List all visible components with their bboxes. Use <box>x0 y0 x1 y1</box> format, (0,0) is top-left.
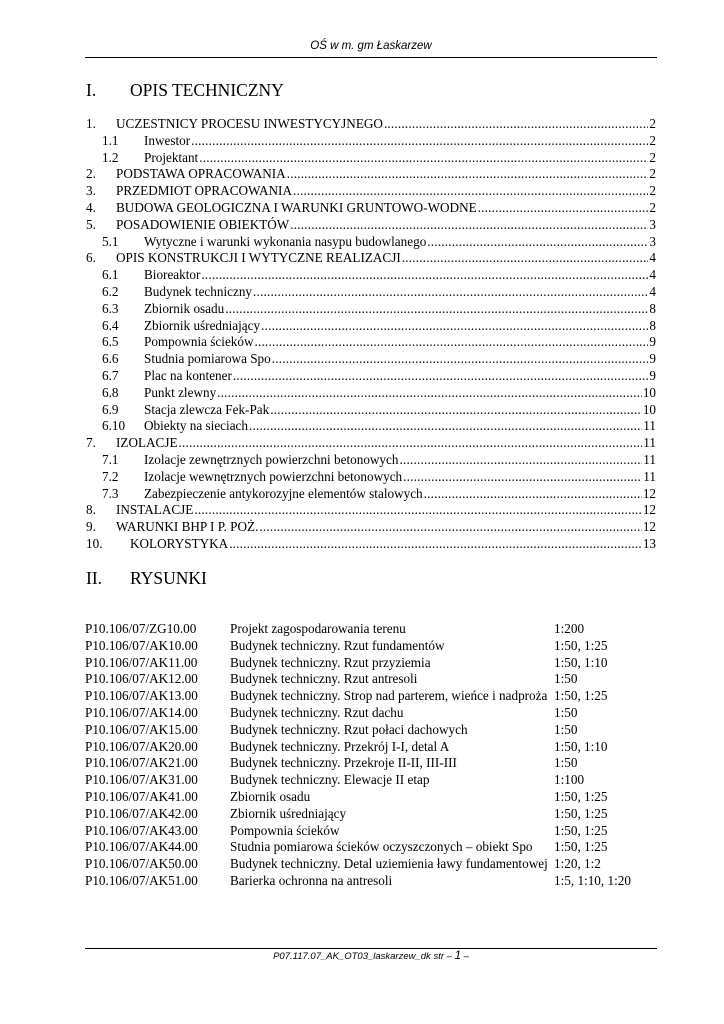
toc-title: Stacja zlewcza Fek-Pak <box>144 401 270 417</box>
toc-page: 11 <box>643 451 656 467</box>
toc-entry <box>86 452 656 469</box>
toc-title: Punkt zlewny <box>144 384 217 400</box>
drawing-description: Projekt zagospodarowania terenu <box>230 621 406 636</box>
toc-title: Plac na kontener <box>144 367 232 383</box>
drawing-description: Pompownia ścieków <box>230 822 340 838</box>
page-footer <box>85 950 657 962</box>
drawing-scale: 1:50, 1:10 <box>554 654 608 670</box>
toc-page: 12 <box>642 519 656 535</box>
drawing-code: P10.106/07/AK14.00 <box>85 704 198 720</box>
toc-page: 12 <box>642 485 656 501</box>
toc-entry <box>86 519 656 536</box>
toc-page: 2 <box>649 183 656 199</box>
toc-page: 2 <box>649 149 656 165</box>
drawing-description: Studnia pomiarowa ścieków oczyszczonych – obiekt Spo <box>230 839 533 855</box>
drawing-code: P10.106/07/AK21.00 <box>85 755 198 771</box>
toc-leader <box>424 486 642 503</box>
section-title-opis <box>86 80 284 101</box>
drawing-code: P10.106/07/AK10.00 <box>85 637 198 653</box>
toc-page: 4 <box>649 250 656 266</box>
toc-title: OPIS KONSTRUKCJI I WYTYCZNE REALIZACJI <box>116 250 401 266</box>
toc-title: WARUNKI BHP I P. POŻ. <box>116 519 259 535</box>
drawings-list <box>85 621 657 890</box>
toc-leader <box>384 116 648 133</box>
toc-entry <box>86 183 656 200</box>
toc-entry <box>86 150 656 167</box>
toc-page: 9 <box>649 367 656 383</box>
toc-number: 6.8 <box>102 384 119 400</box>
toc-page: 2 <box>649 166 656 182</box>
footer-file: P07.117.07_AK_OT03_laskarzew_dk str – <box>273 951 455 962</box>
toc-page: 9 <box>649 334 656 350</box>
drawing-row <box>85 823 657 840</box>
drawing-row <box>85 755 657 772</box>
footer-suffix: – <box>460 951 469 962</box>
toc-page: 3 <box>649 216 656 232</box>
drawing-scale: 1:50, 1:25 <box>554 637 608 653</box>
toc-page: 11 <box>643 468 656 484</box>
drawing-code: P10.106/07/AK44.00 <box>85 839 198 855</box>
toc-entry <box>86 402 656 419</box>
drawing-row <box>85 856 657 873</box>
toc-leader <box>199 150 648 167</box>
toc-title: Zabezpieczenie antykorozyjne elementów stalowych <box>144 485 423 501</box>
drawing-code: P10.106/07/AK51.00 <box>85 872 198 888</box>
drawing-row <box>85 655 657 672</box>
toc-number: 6.7 <box>102 367 119 383</box>
toc-number: 4. <box>86 199 96 215</box>
toc-title: Projektant <box>144 149 199 165</box>
toc-entry <box>86 166 656 183</box>
toc-leader <box>270 402 642 419</box>
toc-leader <box>201 267 648 284</box>
drawing-code: P10.106/07/ZG10.00 <box>85 621 197 636</box>
drawing-code: P10.106/07/AK31.00 <box>85 772 198 788</box>
toc-number: 6.1 <box>102 267 119 283</box>
toc-page: 12 <box>642 502 656 518</box>
toc-entry <box>86 368 656 385</box>
toc-title: INSTALACJE <box>116 502 194 518</box>
toc-title: Zbiornik uśredniający <box>144 317 261 333</box>
toc-leader <box>191 133 648 150</box>
section-title-rysunki <box>86 568 207 589</box>
toc-number: 3. <box>86 183 96 199</box>
toc-entry <box>86 502 656 519</box>
toc-entry <box>86 351 656 368</box>
toc-entry <box>86 469 656 486</box>
toc-title: Wytyczne i warunki wykonania nasypu budowlanego <box>144 233 427 249</box>
toc-title: Inwestor <box>144 132 191 148</box>
drawing-scale: 1:50, 1:25 <box>554 839 608 855</box>
page-header: OŚ w m. gm Łaskarzew <box>310 40 432 52</box>
drawing-scale: 1:20, 1:2 <box>554 856 601 872</box>
toc-number: 1.2 <box>102 149 119 165</box>
drawing-row <box>85 789 657 806</box>
toc-number: 6.10 <box>102 418 126 434</box>
toc-title: Izolacje zewnętrznych powierzchni betonowych <box>144 451 399 467</box>
toc-title: BUDOWA GEOLOGICZNA I WARUNKI GRUNTOWO-WODNE <box>116 199 477 215</box>
toc-title: KOLORYSTYKA <box>130 535 229 551</box>
drawing-description: Budynek techniczny. Przekrój I-I, detal A <box>230 738 450 754</box>
toc-entry <box>86 250 656 267</box>
toc-leader <box>253 284 648 301</box>
toc-entry <box>86 301 656 318</box>
toc-number: 7.3 <box>102 485 119 501</box>
toc-leader <box>478 200 649 217</box>
toc-entry <box>86 536 656 553</box>
toc-page: 2 <box>649 199 656 215</box>
drawing-description: Budynek techniczny. Rzut przyziemia <box>230 654 431 670</box>
drawing-scale: 1:50 <box>554 704 578 720</box>
drawing-scale: 1:50, 1:25 <box>554 788 608 804</box>
drawing-scale: 1:50 <box>554 721 578 737</box>
toc-leader <box>194 502 641 519</box>
toc-leader <box>249 418 642 435</box>
toc-page: 13 <box>642 535 656 551</box>
drawing-description: Zbiornik osadu <box>230 788 311 804</box>
drawing-scale: 1:50, 1:10 <box>554 738 608 754</box>
drawing-row <box>85 621 657 638</box>
toc-page: 2 <box>649 132 656 148</box>
toc-title: Izolacje wewnętrznych powierzchni betonowych <box>144 468 403 484</box>
toc-leader <box>255 334 649 351</box>
toc-page: 8 <box>649 317 656 333</box>
drawing-code: P10.106/07/AK11.00 <box>85 654 198 670</box>
toc-title: PRZEDMIOT OPRACOWANIA <box>116 183 292 199</box>
toc-title: Studnia pomiarowa Spo <box>144 351 271 367</box>
toc-number: 6.3 <box>102 300 119 316</box>
toc-entry <box>86 334 656 351</box>
toc-number: 9. <box>86 519 96 535</box>
toc-leader <box>290 217 648 234</box>
toc-page: 4 <box>649 267 656 283</box>
toc-page: 4 <box>649 283 656 299</box>
toc-entry <box>86 200 656 217</box>
section-heading: RYSUNKI <box>130 568 207 588</box>
toc-leader <box>259 519 641 536</box>
drawing-row <box>85 839 657 856</box>
toc-number: 6.4 <box>102 317 119 333</box>
toc-title: POSADOWIENIE OBIEKTÓW <box>116 216 290 232</box>
toc-number: 6.6 <box>102 351 119 367</box>
table-of-contents <box>86 116 656 553</box>
drawing-description: Budynek techniczny. Rzut dachu <box>230 704 404 720</box>
toc-number: 7.1 <box>102 451 119 467</box>
toc-page: 10 <box>642 384 656 400</box>
toc-leader <box>293 183 648 200</box>
toc-leader <box>403 469 642 486</box>
toc-leader <box>402 250 649 267</box>
toc-number: 2. <box>86 166 96 182</box>
drawing-code: P10.106/07/AK20.00 <box>85 738 198 754</box>
toc-entry <box>86 116 656 133</box>
toc-entry <box>86 418 656 435</box>
footer-rule <box>85 948 657 949</box>
drawing-code: P10.106/07/AK15.00 <box>85 721 198 737</box>
toc-entry <box>86 486 656 503</box>
toc-leader <box>427 234 648 251</box>
drawing-description: Budynek techniczny. Rzut połaci dachowych <box>230 721 468 737</box>
toc-leader <box>261 318 648 335</box>
toc-leader <box>179 435 643 452</box>
drawing-row <box>85 739 657 756</box>
drawing-description: Barierka ochronna na antresoli <box>230 872 393 888</box>
toc-page: 10 <box>642 401 656 417</box>
section-heading: OPIS TECHNICZNY <box>130 80 284 100</box>
toc-number: 6. <box>86 250 96 266</box>
drawing-scale: 1:50 <box>554 755 578 771</box>
drawing-description: Budynek techniczny. Detal uziemienia ławy fundamentowej <box>230 856 548 872</box>
drawing-code: P10.106/07/AK13.00 <box>85 688 198 704</box>
drawing-row <box>85 806 657 823</box>
toc-entry <box>86 217 656 234</box>
drawing-code: P10.106/07/AK43.00 <box>85 822 198 838</box>
toc-title: Budynek techniczny <box>144 283 253 299</box>
toc-leader <box>287 166 649 183</box>
toc-number: 6.9 <box>102 401 119 417</box>
section-number: I. <box>86 80 97 100</box>
toc-number: 1.1 <box>102 132 119 148</box>
toc-number: 10. <box>86 535 103 551</box>
toc-page: 11 <box>643 418 656 434</box>
toc-page: 3 <box>649 233 656 249</box>
toc-number: 7.2 <box>102 468 119 484</box>
toc-number: 6.2 <box>102 283 119 299</box>
toc-page: 8 <box>649 300 656 316</box>
drawing-scale: 1:200 <box>554 621 585 636</box>
toc-title: IZOLACJE <box>116 435 178 451</box>
toc-number: 8. <box>86 502 96 518</box>
toc-page: 9 <box>649 351 656 367</box>
toc-leader <box>272 351 649 368</box>
toc-number: 7. <box>86 435 96 451</box>
drawing-scale: 1:50, 1:25 <box>554 688 608 704</box>
drawing-scale: 1:50, 1:25 <box>554 805 608 821</box>
drawing-description: Budynek techniczny. Elewacje II etap <box>230 772 430 788</box>
drawing-row <box>85 688 657 705</box>
toc-leader <box>229 536 642 553</box>
drawing-description: Zbiornik uśredniający <box>230 805 347 821</box>
drawing-scale: 1:100 <box>554 772 585 788</box>
toc-title: PODSTAWA OPRACOWANIA <box>116 166 286 182</box>
toc-title: Obiekty na sieciach <box>144 418 248 434</box>
drawing-code: P10.106/07/AK41.00 <box>85 788 198 804</box>
toc-number: 6.5 <box>102 334 119 350</box>
drawing-row <box>85 671 657 688</box>
drawing-description: Budynek techniczny. Rzut fundamentów <box>230 637 445 653</box>
page-number: 1 <box>454 950 461 962</box>
toc-entry <box>86 267 656 284</box>
toc-title: Pompownia ścieków <box>144 334 254 350</box>
drawing-code: P10.106/07/AK50.00 <box>85 856 198 872</box>
toc-title: UCZESTNICY PROCESU INWESTYCYJNEGO <box>116 116 383 131</box>
toc-leader <box>225 301 648 318</box>
drawing-row <box>85 873 657 890</box>
drawing-description: Budynek techniczny. Przekroje II-II, III-III <box>230 755 457 771</box>
toc-number: 5.1 <box>102 233 119 249</box>
section-number: II. <box>86 568 103 588</box>
drawing-row <box>85 722 657 739</box>
toc-leader <box>233 368 649 385</box>
drawing-scale: 1:5, 1:10, 1:20 <box>554 872 631 888</box>
drawing-code: P10.106/07/AK42.00 <box>85 805 198 821</box>
toc-title: Bioreaktor <box>144 267 201 283</box>
toc-leader <box>399 452 642 469</box>
drawing-code: P10.106/07/AK12.00 <box>85 671 198 687</box>
drawing-description: Budynek techniczny. Rzut antresoli <box>230 671 418 687</box>
header-rule <box>85 57 657 58</box>
toc-entry <box>86 435 656 452</box>
drawing-scale: 1:50, 1:25 <box>554 822 608 838</box>
toc-title: Zbiornik osadu <box>144 300 225 316</box>
drawing-row <box>85 638 657 655</box>
toc-page: 2 <box>649 116 656 131</box>
drawing-scale: 1:50 <box>554 671 578 687</box>
drawing-row <box>85 705 657 722</box>
toc-entry <box>86 318 656 335</box>
toc-page: 11 <box>643 435 656 451</box>
toc-entry <box>86 284 656 301</box>
toc-entry <box>86 133 656 150</box>
drawing-row <box>85 772 657 789</box>
toc-entry <box>86 234 656 251</box>
toc-leader <box>217 385 642 402</box>
drawing-description: Budynek techniczny. Strop nad parterem, wieńce i nadproża <box>230 688 548 704</box>
toc-number: 5. <box>86 216 96 232</box>
toc-entry <box>86 385 656 402</box>
toc-number: 1. <box>86 116 96 131</box>
